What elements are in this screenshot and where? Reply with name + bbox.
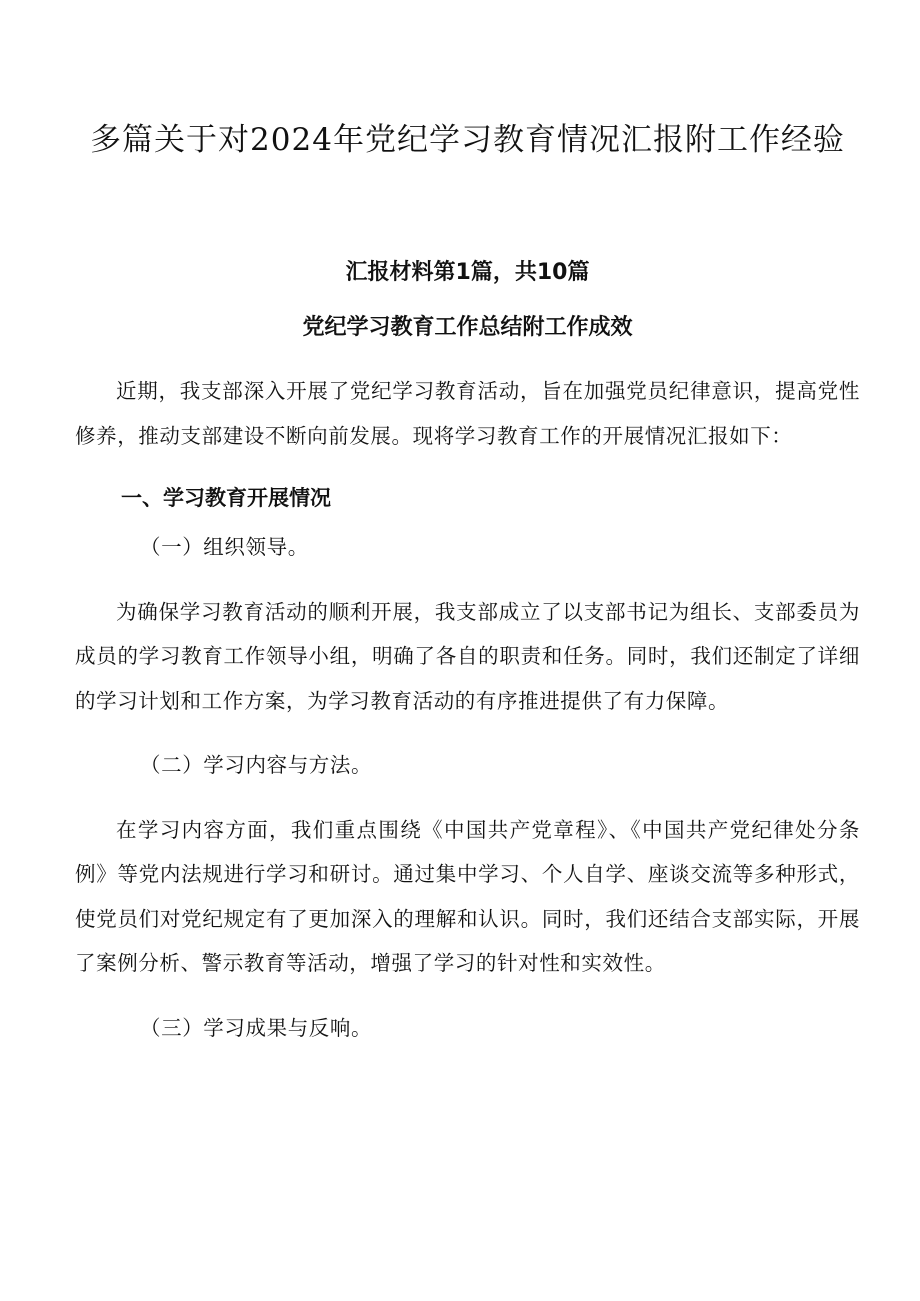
subheading-results: （三）学习成果与反响。 (140, 1015, 373, 1040)
subheading-content-method: （二）学习内容与方法。 (140, 753, 373, 777)
subheading-organization: （一）组织领导。 (140, 535, 309, 559)
section-title: 党纪学习教育工作总结附工作成效 (302, 315, 633, 340)
document-subtitle: 汇报材料第1篇，共10篇 (345, 260, 590, 285)
content-method-paragraph: 在学习内容方面，我们重点围绕《中国共产党章程》、《中国共产党纪律处分条例》等党内法规进行学习和研讨。通过集中学习、个人自学、座谈交流等多种形式，使党员们对党纪规定有了更加深入的理解和认识。同时，我们还结合支部实际，开展了案例分析、警示教育等活动，增强了学习的针对性和实效性。 (75, 817, 860, 975)
organization-paragraph: 为确保学习教育活动的顺利开展，我支部成立了以支部书记为组长、支部委员为成员的学习教育工作领导小组，明确了各自的职责和任务。同时，我们还制定了详细的学习计划和工作方案，为学习教育活动的有序推进提供了有力保障。 (75, 599, 860, 713)
document-title: 多篇关于对2024年党纪学习教育情况汇报附工作经验 (90, 122, 845, 158)
heading-level-1: 一、学习教育开展情况 (121, 486, 331, 510)
intro-paragraph: 近期，我支部深入开展了党纪学习教育活动，旨在加强党员纪律意识，提高党性修养，推动支部建设不断向前发展。现将学习教育工作的开展情况汇报如下： (75, 379, 860, 448)
